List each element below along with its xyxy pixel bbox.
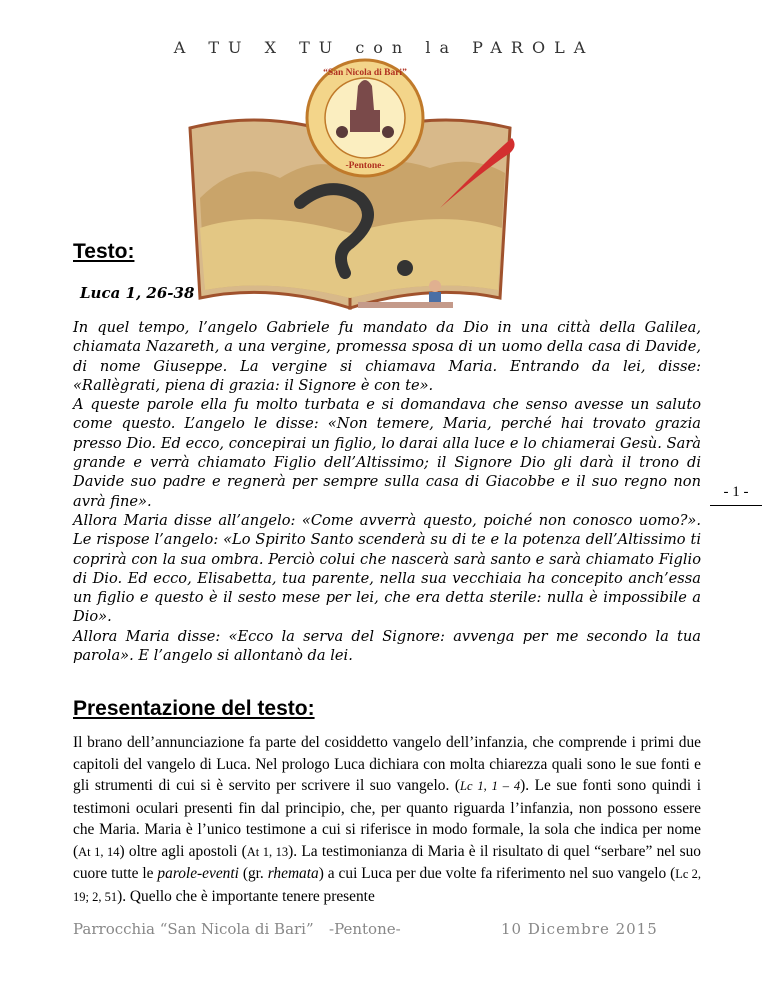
footer-date: 10 Dicembre 2015	[501, 920, 658, 938]
page-number: - 1 -	[710, 484, 762, 506]
footer-parish: Parrocchia “San Nicola di Bari”	[73, 920, 314, 938]
logo-text-bottom: -Pentone-	[345, 161, 385, 171]
logo-text-top: “San Nicola di Bari”	[323, 68, 407, 78]
open-book-illustration	[180, 58, 520, 328]
scripture-reference: Luca 1, 26-38	[80, 284, 195, 302]
gospel-paragraph: A queste parole ella fu molto turbata e si domandava che senso avesse un saluto come questo. L’angelo le disse: «Non temere, Maria, perché hai trovato grazia presso Dio. Ed ecco, concepirai un figlio, lo darai alla luce e lo chiamerai Gesù. Sarà grande e verrà chiamato Figlio dell’Altissimo; il Signore Dio gli darà il trono di Davide suo padre e regnerà per sempre sulla casa di Giacobbe e il suo regno non avrà fine».	[73, 396, 701, 510]
gospel-text	[73, 318, 701, 665]
section-title-presentazione: Presentazione del testo:	[73, 697, 315, 720]
gospel-paragraph: Allora Maria disse: «Ecco la serva del Signore: avvenga per me secondo la tua parola». E l’angelo si allontanò da lei.	[73, 627, 701, 665]
gospel-paragraph: Allora Maria disse all’angelo: «Come avverrà questo, poiché non conosco uomo?». Le rispose l’angelo: «Lo Spirito Santo scenderà su di te e la potenza dell’Altissimo ti coprirà con la sua ombra. Perciò colui che nascerà sarà santo e sarà chiamato Figlio di Dio. Ed ecco, Elisabetta, tua parente, nella sua vecchiaia ha concepito anch’essa un figlio e questo è il sesto mese per lei, che era detta sterile: nulla è impossibile a Dio».	[73, 511, 701, 626]
section-title-testo: Testo:	[73, 240, 135, 263]
page-header: A TU X TU con la PAROLA	[173, 38, 595, 57]
page-footer	[73, 920, 701, 944]
gospel-paragraph: In quel tempo, l’angelo Gabriele fu mandato da Dio in una città della Galilea, chiamata Nazareth, a una vergine, promessa sposa di un uomo della casa di Davide, di nome Giuseppe. La vergine si chiamava Maria. Entrando da lei, disse: «Rallègrati, piena di grazia: il Signore è con te».	[73, 319, 701, 394]
footer-town: -Pentone-	[329, 920, 401, 938]
presentation-paragraph: Il brano dell’annunciazione fa parte del cosiddetto vangelo dell’infanzia, che comprende i primi due capitoli del vangelo di Luca. Nel prologo Luca dichiara con molta chiarezza quali sono le sue fonti e gli strumenti di cui si è servito per scrivere il suo vangelo. (Lc 1, 1 – 4). Le sue fonti sono quindi i testimoni oculari presenti fin dal principio, che, per quanto riguarda l’infanzia, non possono essere che Maria. Maria è l’unico testimone a cui si riferisce in modo formale, la sola che indica per nome (At 1, 14) oltre agli apostoli (At 1, 13). La testimonianza di Maria è il risultato di quel “serbare” nel suo cuore tutte le parole-eventi (gr. rhemata) a cui Luca per due volte fa riferimento nel suo vangelo (Lc 2, 19; 2, 51). Quello che è importante tenere presente	[73, 734, 702, 905]
